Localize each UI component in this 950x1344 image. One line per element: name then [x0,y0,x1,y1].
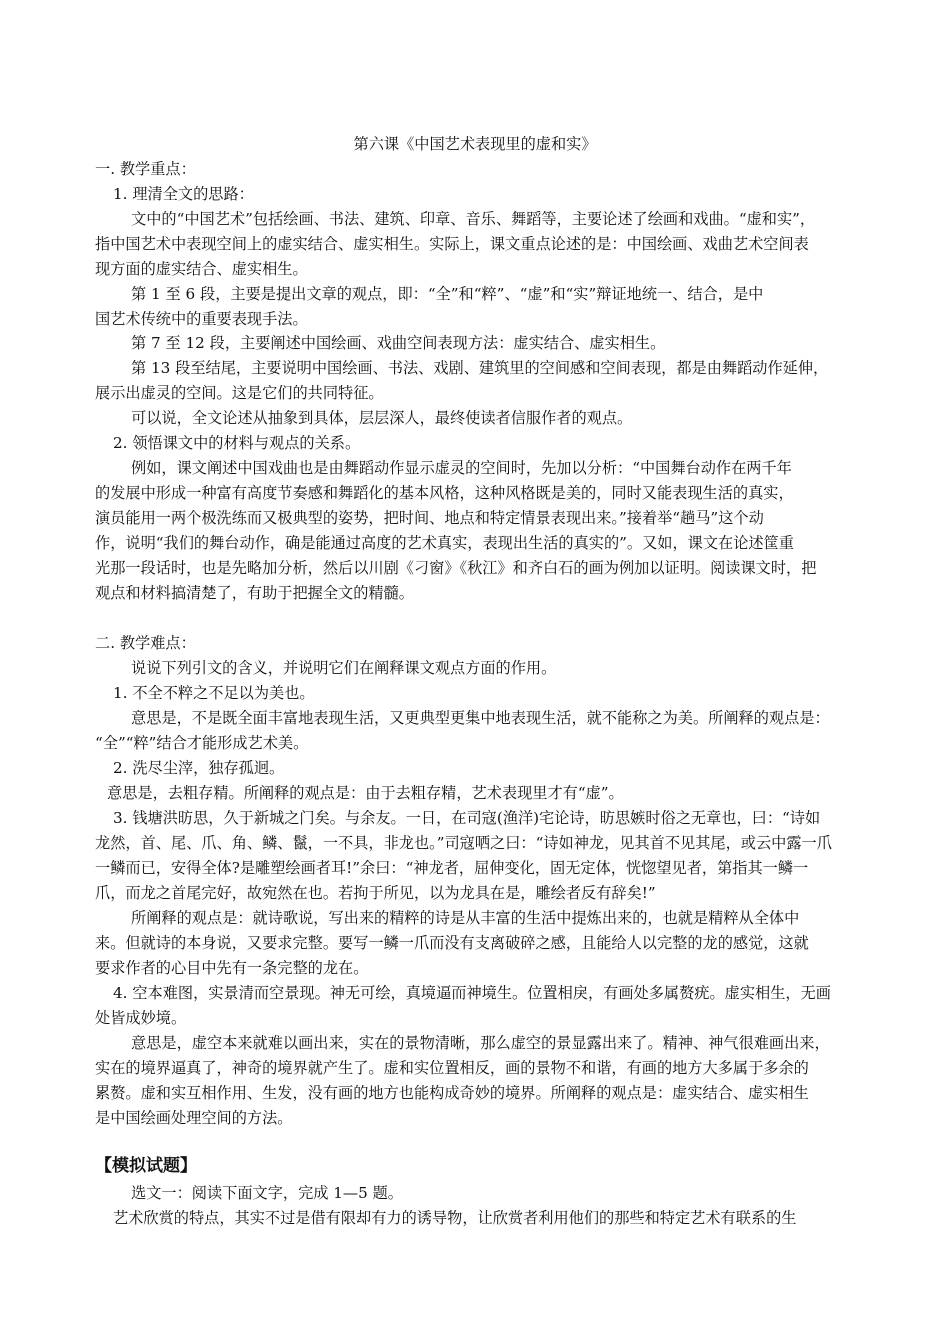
paragraph-line: 现方面的虚实结合、虚实相生。 [95,260,308,278]
quote-item-2: 2. 洗尽尘滓，独存孤迥。 [113,759,285,777]
paragraph-line: 可以说，全文论述从抽象到具体，层层深人，最终使读者信服作者的观点。 [131,409,633,427]
paragraph-line: 是中国绘画处理空间的方法。 [95,1109,293,1127]
paragraph-line: 第 1 至 6 段，主要是提出文章的观点，即：“全”和“粹”、“虚”和“实”辩证地统一、结合，是中 [131,285,764,303]
paragraph-line: 国艺术传统中的重要表现手法。 [95,310,308,328]
section-2-heading: 二. 教学难点： [95,634,196,652]
exercise-text-line: 艺术欣赏的特点，其实不过是借有限却有力的诱导物，让欣赏者利用他们的那些和特定艺术有联系的生 [113,1209,797,1227]
paragraph-line: 的发展中形成一种富有高度节奏感和舞蹈化的基本风格，这种风格既是美的，同时又能表现生活的真实， [95,484,794,502]
paragraph-line: 展示出虚灵的空间。这是它们的共同特征。 [95,384,384,402]
paragraph-line: 处皆成妙境。 [95,1009,187,1027]
section-1-item-1-heading: 1. 理清全文的思路： [113,185,254,203]
exercise-intro: 选文一：阅读下面文字，完成 1—5 题。 [131,1184,403,1202]
exercise-heading: 【模拟试题】 [95,1156,197,1176]
section-1-heading: 一. 教学重点： [95,160,196,178]
section-2-intro: 说说下列引文的含义，并说明它们在阐释课文观点方面的作用。 [131,659,557,677]
paragraph-line: 爪，而龙之首尾完好，故宛然在也。若拘于所见，以为龙具在是，雕绘者反有辞矣!” [95,884,656,902]
paragraph-line: 龙然，首、尾、爪、角、鳞、鬣，一不具，非龙也。”司寇哂之曰：“诗如神龙，见其首不见其尾，或云中露一爪 [95,834,832,852]
paragraph-line: 演员能用一两个极洗练而又极典型的姿势，把时间、地点和特定情景表现出来。”接着举“趟马”这个动 [95,509,764,527]
page-title: 第六课《中国艺术表现里的虚和实》 [353,135,597,153]
paragraph-line: 作，说明“我们的舞台动作，确是能通过高度的艺术真实，表现出生活的真实的”。又如，课文在论述筐重 [95,534,794,552]
paragraph-line: 累赘。虚和实互相作用、生发，没有画的地方也能构成奇妙的境界。所阐释的观点是：虚实结合、虚实相生 [95,1084,809,1102]
paragraph-line: 指中国艺术中表现空间上的虚实结合、虚实相生。实际上，课文重点论述的是：中国绘画、戏曲艺术空间表 [95,235,809,253]
paragraph-line: 文中的“中国艺术”包括绘画、书法、建筑、印章、音乐、舞蹈等，主要论述了绘画和戏曲。“虚和实”， [131,210,816,228]
paragraph-line: “全”“粹”结合才能形成艺术美。 [95,734,309,752]
paragraph-line: 所阐释的观点是：就诗歌说，写出来的精粹的诗是从丰富的生活中提炼出来的，也就是精粹从全体中 [131,909,800,927]
paragraph-line: 意思是，去粗存精。所阐释的观点是：由于去粗存精，艺术表现里才有“虚”。 [107,784,624,802]
paragraph-line: 一鳞而已，安得全体?是雕塑绘画者耳!”余曰：“神龙者，屈伸变化，固无定体，恍惚望见者，第指其一鳞一 [95,859,809,877]
paragraph-line: 意思是，虚空本来就难以画出来，实在的景物清晰，那么虚空的景显露出来了。精神、神气很难画出来， [131,1034,830,1052]
paragraph-line: 例如，课文阐述中国戏曲也是由舞蹈动作显示虚灵的空间时，先加以分析：“中国舞台动作在两千年 [131,459,792,477]
paragraph-line: 第 13 段至结尾，主要说明中国绘画、书法、戏剧、建筑里的空间感和空间表现，都是由舞蹈动作延伸， [131,359,829,377]
quote-item-1: 1. 不全不粹之不足以为美也。 [113,684,315,702]
paragraph-line: 要求作者的心目中先有一条完整的龙在。 [95,959,369,977]
quote-item-3: 3. 钱塘洪昉思，久于新城之门矣。与余友。一日，在司寇(渔洋)宅论诗，昉思嫉时俗之无章也，曰：“诗如 [113,809,821,827]
paragraph-line: 第 7 至 12 段，主要阐述中国绘画、戏曲空间表现方法：虚实结合、虚实相生。 [131,334,666,352]
section-1-item-2-heading: 2. 领悟课文中的材料与观点的关系。 [113,434,361,452]
paragraph-line: 来。但就诗的本身说，又要求完整。要写一鳞一爪而没有支离破碎之感，且能给人以完整的龙的感觉，这就 [95,934,809,952]
quote-item-4: 4. 空本难图，实景清而空景现。神无可绘，真境逼而神境生。位置相戾，有画处多属赘疣。虚实相生，无画 [113,984,831,1002]
paragraph-line: 观点和材料搞清楚了，有助于把握全文的精髓。 [95,584,414,602]
paragraph-line: 光那一段话时，也是先略加分析，然后以川剧《刁窗》《秋江》和齐白石的画为例加以证明。阅读课文时，把 [95,559,817,577]
paragraph-line: 实在的境界逼真了，神奇的境界就产生了。虚和实位置相反，画的景物不和谐，有画的地方大多属于多余的 [95,1059,809,1077]
paragraph-line: 意思是，不是既全面丰富地表现生活，又更典型更集中地表现生活，就不能称之为美。所阐释的观点是： [131,709,830,727]
